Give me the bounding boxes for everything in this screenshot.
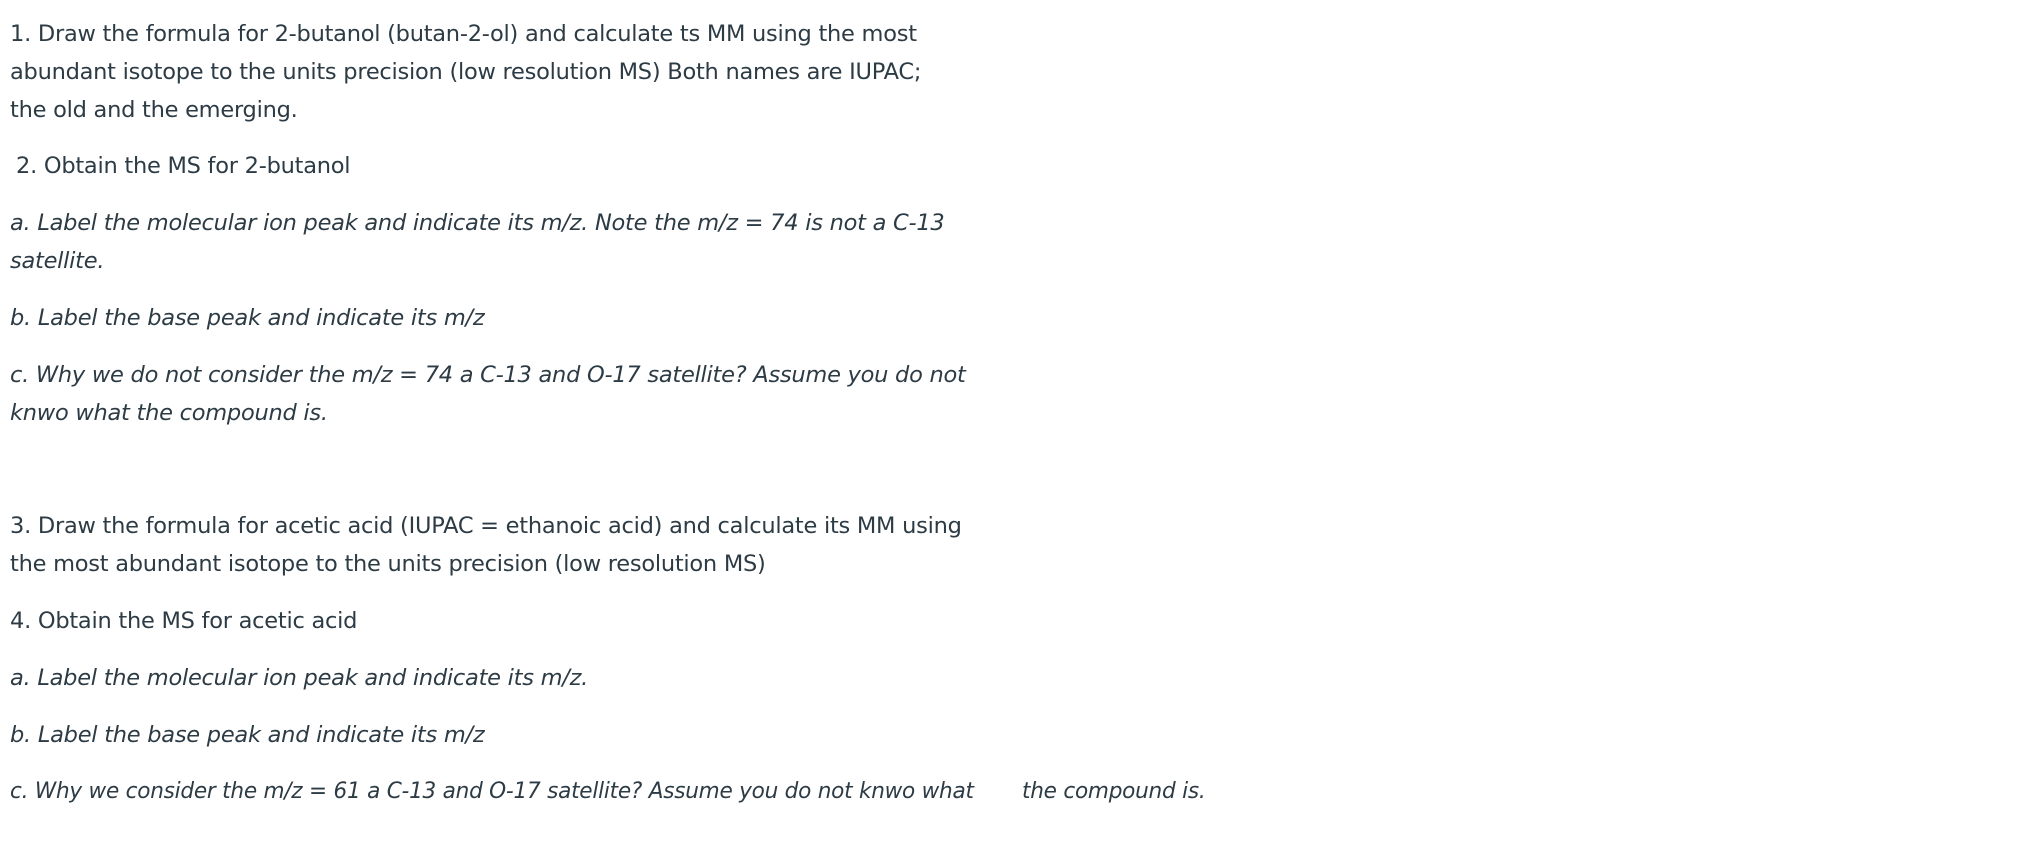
question-4 <box>10 602 357 640</box>
question-4c-line: the compound is. <box>1021 778 1206 804</box>
question-4c-line: c. Why we consider the m/z = 61 a C-13 and O-17 satellite? Assume you do not knwo what <box>10 778 974 804</box>
question-2 <box>16 147 350 185</box>
question-2b-line: b. Label the base peak and indicate its m/z <box>10 305 485 331</box>
question-2c <box>10 356 966 432</box>
question-2a-line: satellite. <box>10 248 105 274</box>
question-2b <box>10 299 484 337</box>
question-4-line: 4. Obtain the MS for acetic acid <box>10 608 358 634</box>
question-1-line: 1. Draw the formula for 2-butanol (butan-2-ol) and calculate ts MM using the most <box>10 21 917 47</box>
question-4b-line: b. Label the base peak and indicate its m/z <box>10 722 485 748</box>
question-2c-line: knwo what the compound is. <box>10 400 328 426</box>
question-4a <box>10 659 588 697</box>
question-1-line: the old and the emerging. <box>10 97 298 123</box>
question-2a <box>10 204 944 280</box>
question-2c-line: c. Why we do not consider the m/z = 74 a C-13 and O-17 satellite? Assume you do not <box>10 362 966 388</box>
question-2-line: 2. Obtain the MS for 2-butanol <box>16 153 351 179</box>
question-4a-line: a. Label the molecular ion peak and indicate its m/z. <box>10 665 589 691</box>
question-2a-line: a. Label the molecular ion peak and indicate its m/z. Note the m/z = 74 is not a C-13 <box>10 210 945 236</box>
question-1-line: abundant isotope to the units precision (low resolution MS) Both names are IUPAC; <box>10 59 922 85</box>
question-3 <box>10 507 962 583</box>
question-3-line: 3. Draw the formula for acetic acid (IUPAC = ethanoic acid) and calculate its MM using <box>10 513 962 539</box>
question-3-line: the most abundant isotope to the units precision (low resolution MS) <box>10 551 766 577</box>
question-1 <box>10 15 921 129</box>
question-4b <box>10 716 484 754</box>
question-4c <box>10 772 2027 810</box>
